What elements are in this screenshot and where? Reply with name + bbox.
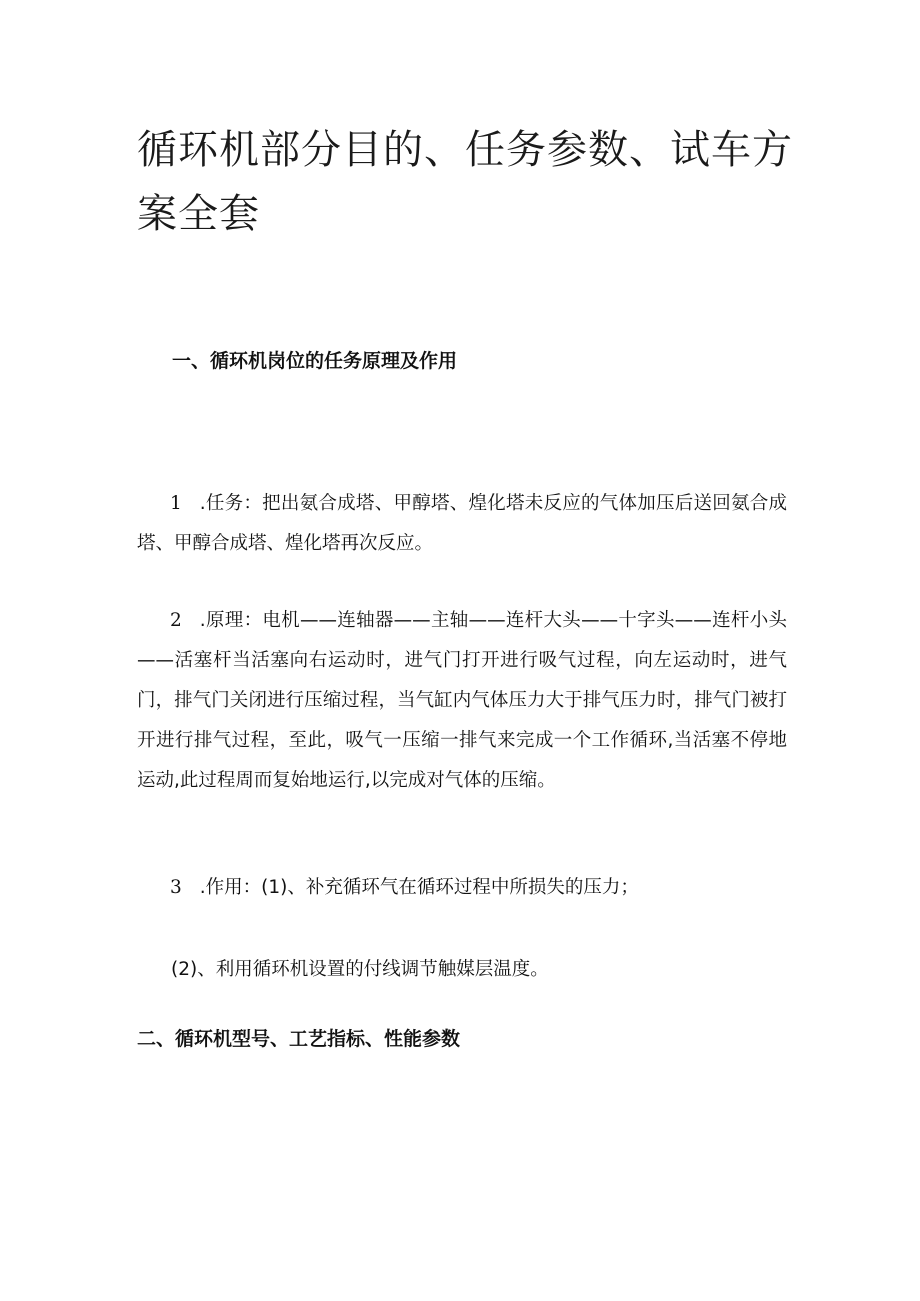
- item-number: 3: [170, 877, 182, 898]
- paragraph-task: [137, 484, 787, 564]
- section-1-heading: 一、循环机岗位的任务原理及作用: [172, 350, 458, 372]
- paragraph-principle: [137, 601, 787, 801]
- paragraph-function: [137, 868, 787, 908]
- section-2-heading: 二、循环机型号、工艺指标、性能参数: [137, 1028, 461, 1050]
- paragraph-text: .原理：电机——连轴器——主轴——连杆大头——十字头——连杆小头——活塞杆当活塞向右运动时，进气门打开进行吸气过程，向左运动时，进气门，排气门关闭进行压缩过程，当气缸内气体压力大于排气压力时，排气门被打开进行排气过程，至此，吸气一压缩一排气来完成一个工作循环,当活塞不停地运动,此过程周而复始地运行,以完成对气体的压缩。: [137, 610, 787, 791]
- paragraph-text: .任务：把出氨合成塔、甲醇塔、煌化塔未反应的气体加压后送回氨合成塔、甲醇合成塔、煌化塔再次反应。: [137, 493, 787, 554]
- paragraph-function-2: [137, 950, 787, 990]
- paragraph-text: (2)、利用循环机设置的付线调节触媒层温度。: [171, 959, 549, 980]
- item-number: 1: [170, 493, 182, 514]
- page-title: 循环机部分目的、任务参数、试车方案全套: [137, 127, 793, 237]
- item-number: 2: [170, 610, 182, 631]
- paragraph-text: .作用：(1)、补充循环气在循环过程中所损失的压力；: [199, 877, 639, 898]
